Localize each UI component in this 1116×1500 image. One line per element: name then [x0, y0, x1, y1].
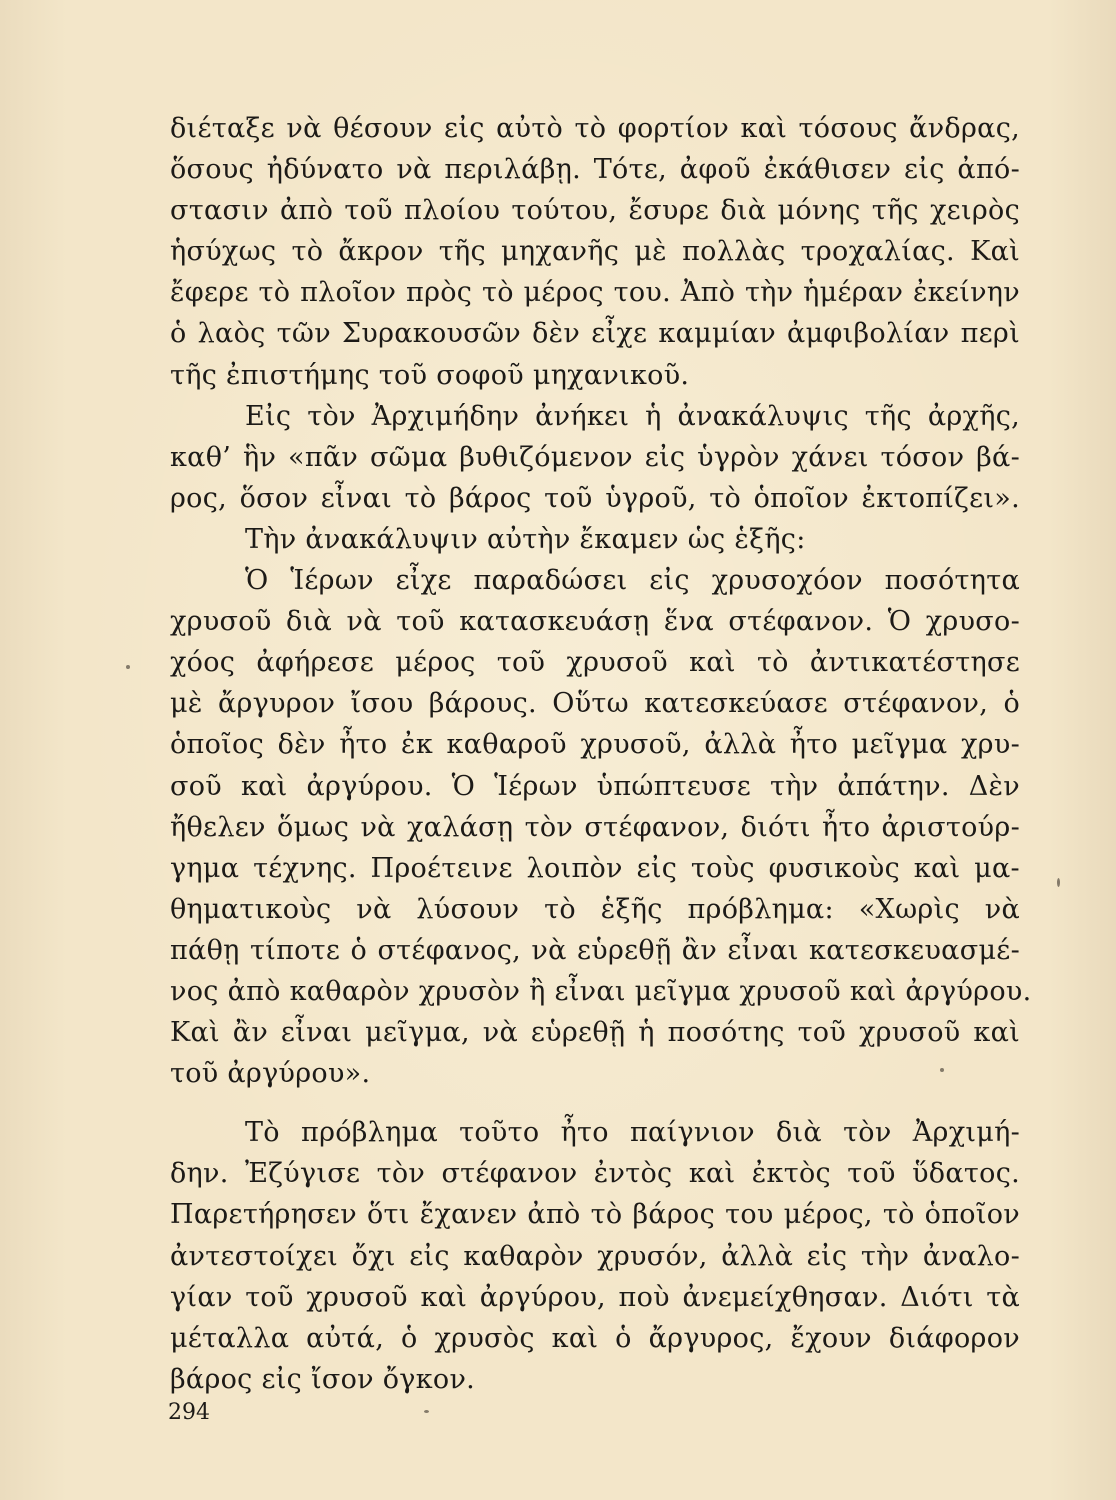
ink-speck — [424, 1410, 429, 1413]
text-line: διέταξε νὰ θέσουν εἰς αὐτὸ τὸ φορτίον καὶ τόσους ἄνδρας, — [170, 113, 1020, 144]
text-line: καθ’ ἣν «πᾶν σῶμα βυθιζόμενον εἰς ὑγρὸν χάνει τόσον βά- — [170, 441, 1020, 473]
ink-speck — [940, 1068, 944, 1072]
ink-speck — [1057, 878, 1060, 887]
text-line: τῆς ἐπιστήμης τοῦ σοφοῦ μηχανικοῦ. — [170, 359, 690, 391]
text-line: Ὁ Ἱέρων εἶχε παραδώσει εἰς χρυσοχόον ποσότητα — [245, 565, 1020, 597]
text-line: δην. Ἐζύγισε τὸν στέφανον ἐντὸς καὶ ἐκτὸς τοῦ ὕδατος. — [170, 1158, 1020, 1190]
text-line: ἔφερε τὸ πλοῖον πρὸς τὸ μέρος του. Ἀπὸ τὴν ἡμέραν ἐκείνην — [170, 277, 1020, 309]
text-line: Παρετήρησεν ὅτι ἔχανεν ἀπὸ τὸ βάρος του μέρος, τὸ ὁποῖον — [170, 1199, 1020, 1231]
text-line: στασιν ἀπὸ τοῦ πλοίου τούτου, ἔσυρε διὰ μόνης τῆς χειρὸς — [170, 195, 1020, 227]
text-line: νος ἀπὸ καθαρὸν χρυσὸν ἢ εἶναι μεῖγμα χρυσοῦ καὶ ἀργύρου. — [170, 975, 1032, 1007]
body-text — [170, 108, 1032, 1400]
ink-speck — [126, 665, 130, 669]
text-line: ὅσους ἠδύνατο νὰ περιλάβῃ. Τότε, ἀφοῦ ἐκάθισεν εἰς ἀπό- — [170, 154, 1020, 186]
text-line: Εἰς τὸν Ἀρχιμήδην ἀνήκει ἡ ἀνακάλυψις τῆς ἀρχῆς, — [245, 400, 1020, 432]
text-line: ἀντεστοίχει ὄχι εἰς καθαρὸν χρυσόν, ἀλλὰ εἰς τὴν ἀναλο- — [170, 1240, 1020, 1272]
text-line: Καὶ ἂν εἶναι μεῖγμα, νὰ εὑρεθῇ ἡ ποσότης τοῦ χρυσοῦ καὶ — [170, 1017, 1020, 1049]
text-line: ἤθελεν ὅμως νὰ χαλάσῃ τὸν στέφανον, διότι ἦτο ἀριστούρ- — [170, 811, 1020, 843]
text-line: χρυσοῦ διὰ νὰ τοῦ κατασκευάσῃ ἕνα στέφανον. Ὁ χρυσο- — [170, 606, 1020, 638]
text-line: ὁ λαὸς τῶν Συρακουσῶν δὲν εἶχε καμμίαν ἀμφιβολίαν περὶ — [170, 318, 1020, 350]
text-line: Τὸ πρόβλημα τοῦτο ἦτο παίγνιον διὰ τὸν Ἀρχιμή- — [245, 1117, 1020, 1149]
text-line: χόος ἀφήρεσε μέρος τοῦ χρυσοῦ καὶ τὸ ἀντικατέστησε — [170, 647, 1020, 679]
text-line: σοῦ καὶ ἀργύρου. Ὁ Ἱέρων ὑπώπτευσε τὴν ἀπάτην. Δὲν — [170, 770, 1020, 802]
text-line: μέταλλα αὐτά, ὁ χρυσὸς καὶ ὁ ἄργυρος, ἔχουν διάφορον — [170, 1322, 1020, 1354]
text-line: πάθῃ τίποτε ὁ στέφανος, νὰ εὑρεθῇ ἂν εἶναι κατεσκευασμέ- — [170, 934, 1020, 966]
text-line: ἡσύχως τὸ ἄκρον τῆς μηχανῆς μὲ πολλὰς τροχαλίας. Καὶ — [170, 236, 1020, 268]
text-line: ρος, ὅσον εἶναι τὸ βάρος τοῦ ὑγροῦ, τὸ ὁποῖον ἐκτοπίζει». — [170, 482, 1020, 514]
text-line: γίαν τοῦ χρυσοῦ καὶ ἀργύρου, ποὺ ἀνεμείχθησαν. Διότι τὰ — [170, 1281, 1020, 1313]
text-line: θηματικοὺς νὰ λύσουν τὸ ἑξῆς πρόβλημα: «Χωρὶς νὰ — [170, 893, 1020, 925]
text-line: τοῦ ἀργύρου». — [170, 1058, 371, 1090]
text-line: γημα τέχνης. Προέτεινε λοιπὸν εἰς τοὺς φυσικοὺς καὶ μα- — [170, 852, 1020, 884]
text-line: ὁποῖος δὲν ἦτο ἐκ καθαροῦ χρυσοῦ, ἀλλὰ ἦτο μεῖγμα χρυ- — [170, 729, 1020, 761]
page-number: 294 — [168, 1400, 210, 1425]
text-line: μὲ ἄργυρον ἴσου βάρους. Οὕτω κατεσκεύασε στέφανον, ὁ — [170, 688, 1020, 720]
text-line: Τὴν ἀνακάλυψιν αὐτὴν ἔκαμεν ὡς ἑξῆς: — [245, 523, 806, 555]
text-line: βάρος εἰς ἴσον ὄγκον. — [170, 1363, 476, 1395]
